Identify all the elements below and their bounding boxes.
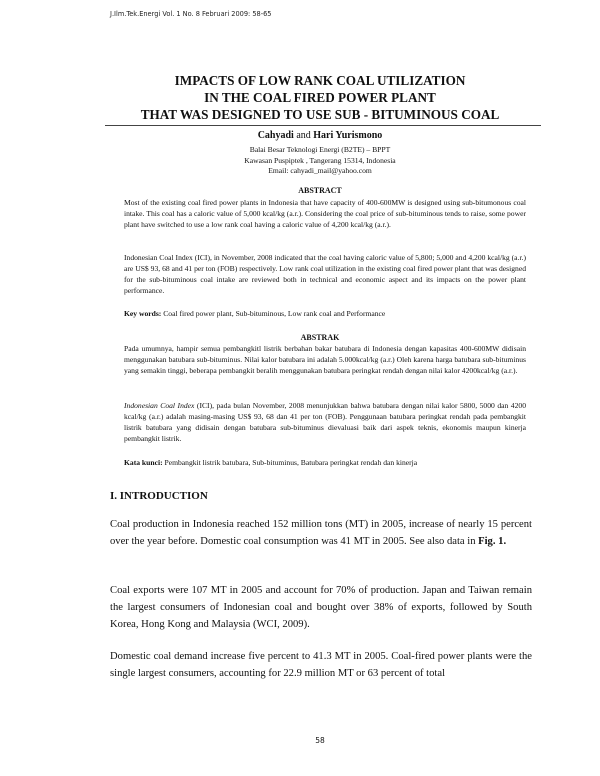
author-and: and (293, 130, 314, 141)
intro-paragraph (110, 516, 532, 550)
author-1: Cahyadi (257, 130, 294, 141)
title-line: THAT WAS DESIGNED TO USE SUB - BITUMINOUS COAL (140, 107, 500, 122)
title-line: IN THE COAL FIRED POWER PLANT (204, 90, 436, 105)
figure-reference[interactable]: Fig. 1. (478, 536, 507, 547)
affiliation (100, 145, 540, 177)
abstrak-text: (ICI), pada bulan November, 2008 menunjukkan bahwa batubara dengan nilai kalor 5800, 5000 dan 4200 kcal/kg (a.r.) adalah masing-masing US$ 93, 68 dan 41 per ton (FOB). Penggunaan batubara peringkat rendah pada pembangkit listrik batubara yang didisain dengan batubara sub-bituminus dievaluasi baik dari aspek teknis, ekonomis maupun kinerja pembangkit listrik. (124, 401, 526, 443)
intro-paragraph: Domestic coal demand increase five percent to 41.3 MT in 2005. Coal-fired power plants were the single largest consumers, accounting for 22.9 million MT or 63 percent of total (110, 651, 532, 679)
authors (100, 130, 540, 141)
kata-kunci-label: Kata kunci: (124, 458, 163, 467)
abstrak-paragraph (124, 400, 526, 444)
page-number: 58 (315, 736, 325, 745)
author-2: Hari Yurismono (313, 130, 383, 141)
abstrak-paragraph: Pada umumnya, hampir semua pembangkitl listrik berbahan bakar batubara di Indonesia dengan kapasitas 400-600MW didisain menggunakan batubara sub-bituminus. Nilai kalor batubara ini adalah 5.000kcal/kg (a.r.) Oleh karena harga batubara sub-bituminus yang semakin tinggi, beberapa pembangkit beralih menggunakan batubara peringkat rendah dengan nilai kalor 4200kcal/kg (a.r.). (124, 344, 526, 375)
abstrak-italic: Indonesian Coal Index (124, 401, 195, 410)
abstract-paragraph: Indonesian Coal Index (ICI), in November, 2008 indicated that the coal having caloric value of 5,800; 5,000 and 4,200 kcal/kg (a.r.) are US$ 93, 68 and 41 per ton (FOB) respectively. Low rank coal utilization in the existing coal fired power plant that was designed for the sub-bituminous coal intake are reviewed both in technical and economic aspect and its impacts on the power plant performance. (124, 253, 526, 295)
intro-paragraph: Coal exports were 107 MT in 2005 and account for 70% of production. Japan and Taiwan remain the largest consumers of Indonesian coal and bought over 38% of exports, followed by South Korea, Hong Kong and Malaysia (WCI, 2009). (110, 585, 532, 630)
abstract-paragraph: Most of the existing coal fired power plants in Indonesia that have capacity of 400-600MW is designed using sub-bitumonous coal intake. This coal has a caloric value of 5,000 kcal/kg (a.r.). Considering the coal price of sub-bituminous tends to raise, some power plant have switched to use a low rank coal having a caloric value of 4,200 kcal/kg (a.r.). (124, 198, 526, 229)
keywords (124, 308, 526, 319)
title-rule (105, 125, 541, 126)
paper-title (100, 72, 540, 123)
kata-kunci-text: Pembangkit listrik batubara, Sub-bituminus, Batubara peringkat rendah dan kinerja (162, 458, 418, 467)
intro-text: Coal production in Indonesia reached 152 million tons (MT) in 2005, increase of nearly 15 percent over the year before. Domestic coal consumption was 41 MT in 2005. See also data in (110, 519, 532, 547)
kata-kunci (124, 457, 526, 468)
title-line: IMPACTS OF LOW RANK COAL UTILIZATION (174, 73, 466, 88)
section-heading-introduction: I. INTRODUCTION (110, 490, 208, 502)
email[interactable]: Email: cahyadi_mail@yahoo.com (268, 166, 372, 175)
affiliation-line: Kawasan Puspiptek , Tangerang 15314, Indonesia (244, 155, 396, 165)
keywords-text: Coal fired power plant, Sub-bituminous, Low rank coal and Performance (161, 309, 386, 318)
abstract-heading: ABSTRACT (298, 186, 342, 195)
affiliation-line: Balai Besar Teknologi Energi (B2TE) – BPPT (249, 145, 391, 154)
running-header: J.Ilm.Tek.Energi Vol. 1 No. 8 Februari 2009: 58-65 (110, 10, 272, 18)
keywords-label: Key words: (124, 309, 162, 318)
abstrak-heading: ABSTRAK (300, 333, 340, 342)
